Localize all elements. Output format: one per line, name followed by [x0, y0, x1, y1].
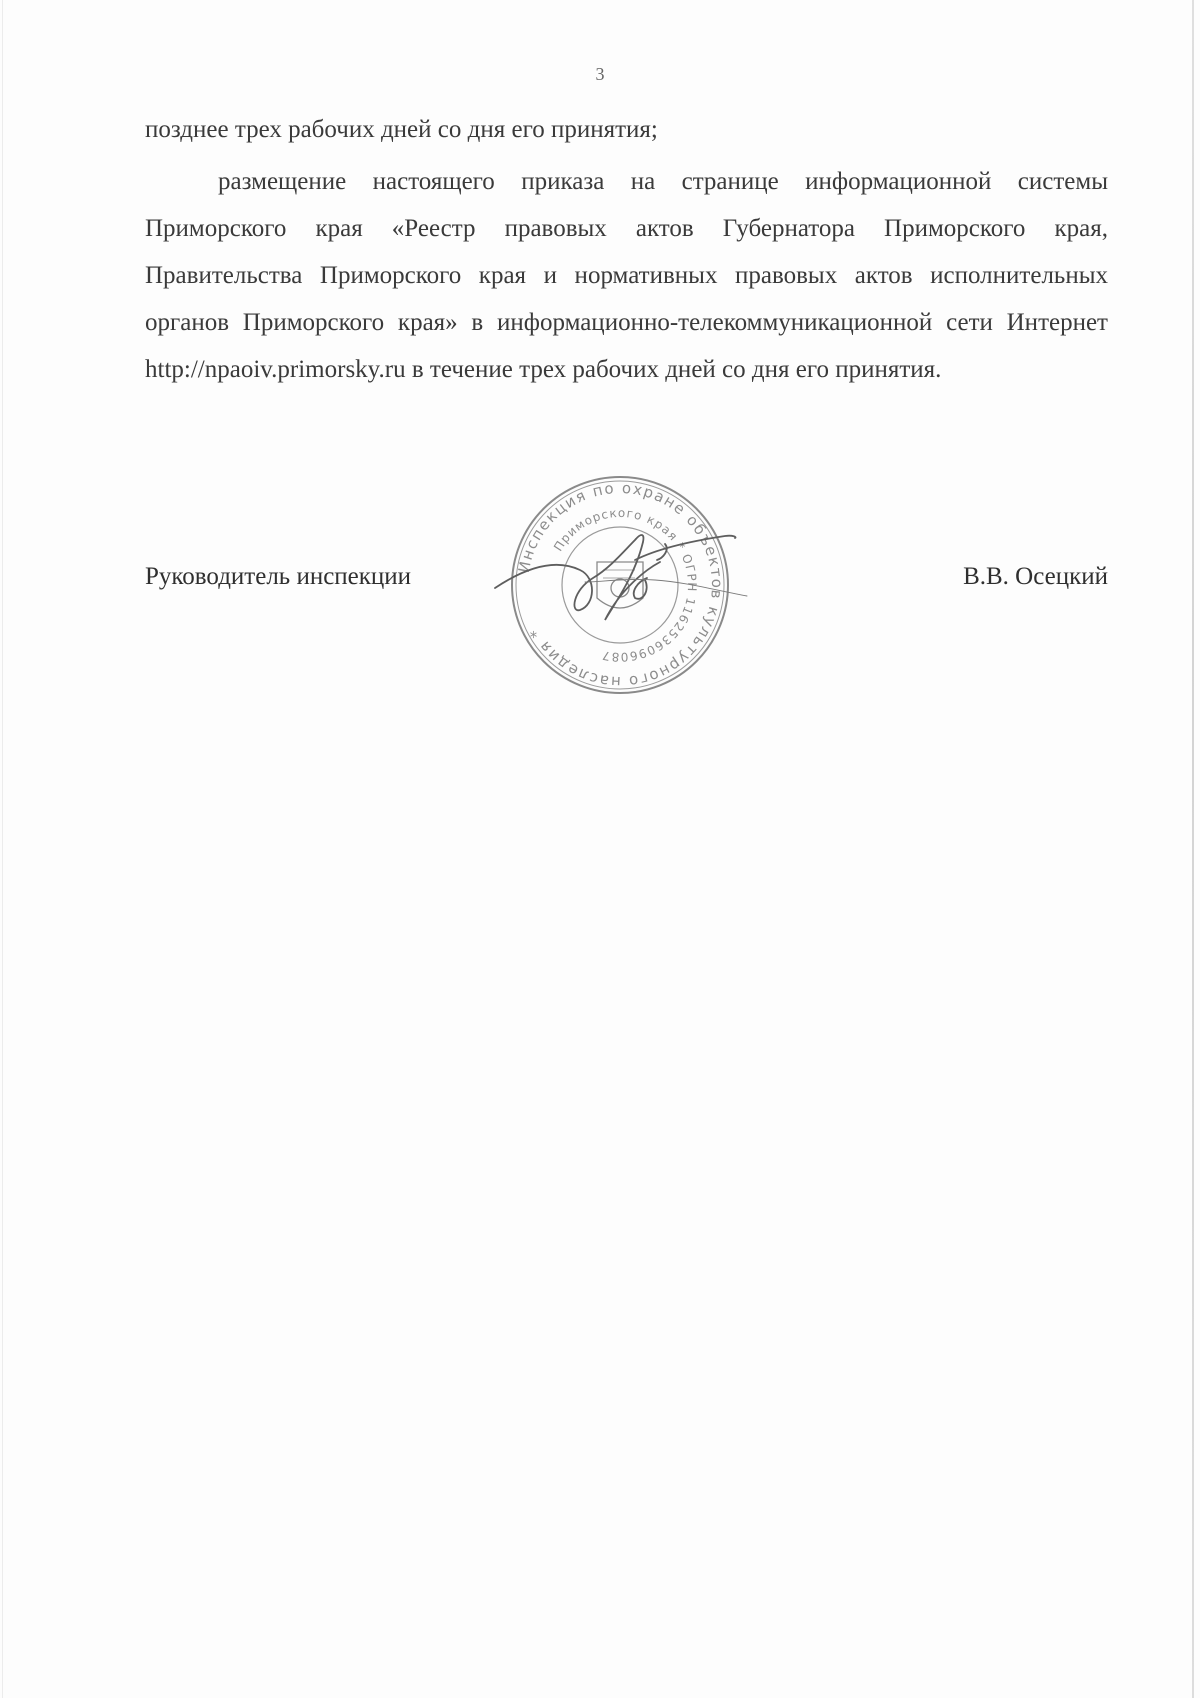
signatory-name: В.В. Осецкий — [963, 563, 1108, 590]
main-paragraph: размещение настоящего приказа на странице информационной системы Приморского края «Реестр правовых актов Губернатора Приморского края, Правительства Приморского края и нормативных правовых актов исполнительных органов Приморского края» в информационно-телекоммуникационной сети Интернет http://npaoiv.primorsky.ru в течение трех рабочих дней со дня его принятия. — [145, 168, 1108, 383]
scan-edge-right — [1192, 0, 1194, 1698]
seal-inner-ring — [562, 527, 678, 643]
seal-inner-text: Приморского края * ОГРН 1162536096087 — [551, 505, 700, 665]
seal-ring-text: Инспекция по охране объектов культурного наследия * — [514, 478, 727, 692]
official-seal-with-signature — [485, 470, 755, 700]
seal-emblem — [597, 562, 643, 608]
continuation-line: позднее трех рабочих дней со дня его принятия; — [145, 116, 658, 143]
page-number: 3 — [595, 64, 605, 84]
signatory-title: Руководитель инспекции — [145, 563, 412, 590]
scan-edge-left — [2, 0, 3, 1698]
